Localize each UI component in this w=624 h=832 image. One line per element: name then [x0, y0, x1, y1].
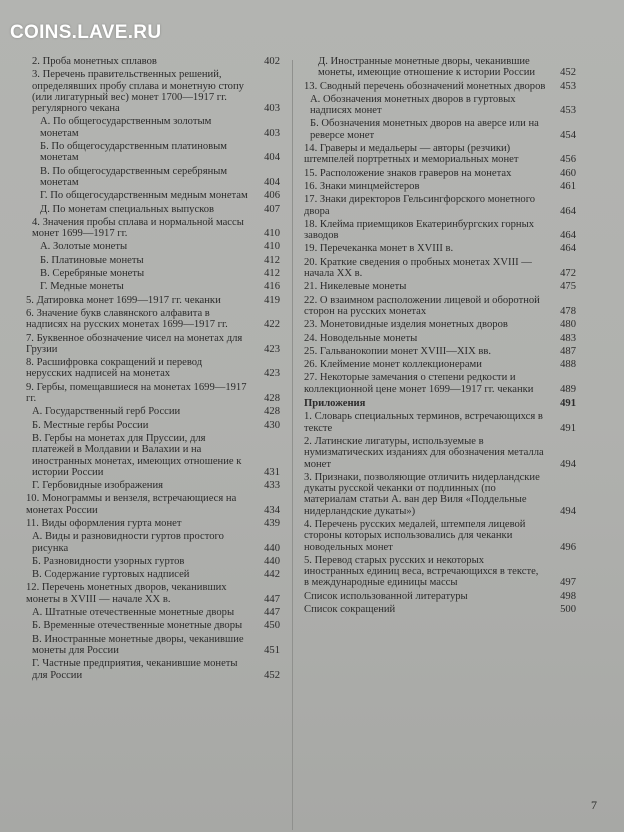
- toc-entry: [304, 94, 576, 117]
- toc-entry-title: 6. Значение букв славянского алфавита в надписях на русских монетах 1699—1917 гг.: [26, 307, 228, 331]
- page-number: 7: [591, 798, 597, 812]
- toc-entry-page: 428: [264, 406, 280, 418]
- toc-entry-page: 406: [264, 190, 280, 202]
- toc-entry-title: 15. Расположение знаков граверов на монетах: [304, 167, 512, 179]
- toc-entry: [304, 281, 576, 292]
- toc-entry-title: В. Серебряные монеты: [40, 268, 145, 280]
- toc-entry-page: 454: [560, 129, 576, 141]
- toc-entry: [304, 372, 576, 395]
- toc-entry-page: 402: [264, 56, 280, 67]
- toc-entry-title: Г. Частные предприятия, чеканившие монеты для России: [32, 658, 238, 681]
- toc-entry-title: А. Виды и разновидности гуртов простого рисунка: [32, 531, 224, 554]
- toc-entry-page: 447: [264, 593, 280, 605]
- toc-entry-page: 494: [560, 458, 576, 470]
- toc-entry-page: 491: [560, 398, 576, 410]
- toc-entry-page: 498: [560, 590, 576, 602]
- toc-entry: [26, 255, 280, 266]
- toc-entry: [26, 217, 280, 240]
- toc-entry-page: 403: [264, 127, 280, 139]
- toc-entry: [304, 555, 576, 589]
- toc-entry: [304, 319, 576, 330]
- toc-entry-page: 453: [560, 80, 576, 92]
- toc-entry-title: Б. По общегосударственным платиновым монетам: [40, 141, 227, 164]
- toc-entry: [26, 518, 280, 529]
- section-heading: [304, 398, 576, 409]
- toc-entry-page: 412: [264, 254, 280, 266]
- toc-entry-page: 447: [264, 607, 280, 619]
- toc-entry-title: Г. Гербовидные изображения: [32, 480, 163, 492]
- toc-entry: [26, 406, 280, 417]
- toc-entry: [26, 493, 280, 516]
- toc-entry-page: 464: [560, 205, 576, 217]
- toc-entry-page: 452: [560, 67, 576, 79]
- toc-entry-title: А. Государственный герб России: [32, 406, 181, 418]
- toc-entry-title: Б. Обозначения монетных дворов на аверсе или на реверсе монет: [310, 118, 539, 141]
- toc-entry-title: 21. Никелевые монеты: [304, 281, 407, 293]
- toc-entry-title: 11. Виды оформления гурта монет: [26, 517, 182, 529]
- toc-entry-title: 17. Знаки директоров Гельсингфорского монетного двора: [304, 194, 536, 217]
- toc-entry: [304, 359, 576, 370]
- toc-entry: [304, 472, 576, 517]
- toc-entry-title: Б. Временные отечественные монетные дворы: [32, 620, 243, 632]
- toc-entry: [304, 333, 576, 344]
- toc-entry-page: 489: [560, 383, 576, 395]
- toc-entry-page: 464: [560, 230, 576, 242]
- toc-entry-page: 440: [264, 542, 280, 554]
- toc-entry: [26, 433, 280, 478]
- toc-entry-title: В. Иностранные монетные дворы, чеканившие монеты для России: [32, 633, 244, 656]
- toc-entry-title: 23. Монетовидные изделия монетных дворов: [304, 319, 508, 331]
- toc-entry-page: 434: [264, 504, 280, 516]
- toc-entry-title: Д. По монетам специальных выпусков: [40, 203, 215, 215]
- toc-entry-title: 27. Некоторые замечания о степени редкости и коллекционной цене монет 1699—1917 гг. чеканки: [304, 372, 534, 395]
- toc-entry: [304, 257, 576, 280]
- toc-entry: [26, 569, 280, 580]
- toc-entry-page: 404: [264, 152, 280, 164]
- toc-entry-title: Д. Иностранные монетные дворы, чеканившие монеты, имеющие отношение к истории России: [318, 56, 536, 79]
- toc-entry-title: 26. Клеймение монет коллекционерами: [304, 359, 482, 371]
- toc-entry-title: Г. Медные монеты: [40, 281, 124, 293]
- toc-entry-title: 7. Буквенное обозначение чисел на монетах для Грузии: [26, 332, 243, 355]
- toc-entry-title: 19. Перечеканка монет в XVIII в.: [304, 243, 454, 255]
- toc-entry: [304, 168, 576, 179]
- toc-entry: [26, 69, 280, 114]
- toc-entry: [304, 243, 576, 254]
- toc-entry: [26, 295, 280, 306]
- toc-entry: [26, 308, 280, 331]
- contents-right-column: [304, 56, 576, 615]
- toc-entry-title: В. Содержание гуртовых надписей: [32, 569, 190, 581]
- toc-entry-title: 25. Гальванокопии монет XVIII—XIX вв.: [304, 345, 492, 357]
- toc-entry-title: 9. Гербы, помещавшиеся на монетах 1699—1917 гг.: [26, 381, 247, 405]
- toc-entry-page: 472: [560, 268, 576, 280]
- toc-entry-page: 439: [264, 517, 280, 529]
- toc-entry-page: 500: [560, 604, 576, 616]
- toc-entry-page: 453: [560, 105, 576, 117]
- toc-entry: [304, 591, 576, 602]
- toc-entry: [304, 219, 576, 242]
- toc-entry: [304, 519, 576, 553]
- toc-entry: [304, 181, 576, 192]
- toc-entry-title: 4. Значения пробы сплава и нормальной массы монет 1699—1917 гг.: [32, 216, 244, 240]
- toc-entry-title: А. Обозначения монетных дворов в гуртовых надписях монет: [310, 93, 516, 117]
- toc-entry-page: 440: [264, 555, 280, 567]
- toc-entry-title: А. Золотые монеты: [40, 241, 128, 253]
- toc-entry: [26, 582, 280, 605]
- toc-entry: [26, 382, 280, 405]
- toc-entry: [304, 194, 576, 217]
- toc-entry-page: 483: [560, 332, 576, 344]
- toc-entry: [304, 295, 576, 318]
- toc-entry-page: 410: [264, 241, 280, 253]
- toc-entry-title: 2. Проба монетных сплавов: [32, 56, 157, 67]
- toc-entry-page: 497: [560, 577, 576, 589]
- toc-entry-page: 456: [560, 154, 576, 166]
- toc-entry: [304, 56, 576, 79]
- toc-entry-page: 494: [560, 505, 576, 517]
- toc-entry: [304, 346, 576, 357]
- toc-entry-title: 12. Перечень монетных дворов, чеканивших монеты в XVIII — начале XX в.: [26, 582, 227, 605]
- toc-entry-page: 478: [560, 305, 576, 317]
- toc-entry-title: 20. Краткие сведения о пробных монетах XVIII — начала XX в.: [304, 256, 532, 280]
- toc-entry-page: 423: [264, 368, 280, 380]
- toc-entry: [26, 166, 280, 189]
- toc-entry: [26, 620, 280, 631]
- toc-entry-page: 464: [560, 243, 576, 255]
- toc-entry: [304, 411, 576, 434]
- toc-entry-title: 13. Сводный перечень обозначений монетных дворов: [304, 80, 546, 92]
- toc-entry: [304, 81, 576, 92]
- toc-entry-title: А. Штатные отечественные монетные дворы: [32, 607, 235, 619]
- toc-entry-title: 5. Перевод старых русских и некоторых иностранных единиц веса, встречающихся в тексте, в международные единицы массы: [304, 554, 539, 589]
- toc-entry: [26, 333, 280, 356]
- toc-entry: [26, 420, 280, 431]
- toc-entry-page: 431: [264, 466, 280, 478]
- toc-entry-page: 422: [264, 319, 280, 331]
- toc-entry-title: В. По общегосударственным серебряным монетам: [40, 165, 228, 188]
- toc-entry-title: 22. О взаимном расположении лицевой и оборотной сторон на русских монетах: [304, 294, 540, 317]
- toc-entry: [304, 143, 576, 166]
- toc-entry: [26, 556, 280, 567]
- toc-entry: [26, 658, 280, 681]
- toc-entry: [304, 118, 576, 141]
- toc-entry-title: 2. Латинские лигатуры, используемые в нумизматических изданиях для обозначения металла монет: [304, 435, 544, 470]
- toc-entry: [26, 141, 280, 164]
- toc-entry-page: 487: [560, 345, 576, 357]
- toc-entry-title: 4. Перечень русских медалей, штемпеля лицевой стороны которых использовались для чеканки новодельных монет: [304, 518, 526, 553]
- toc-entry: [26, 190, 280, 201]
- toc-entry-title: Б. Местные гербы России: [32, 419, 149, 431]
- toc-entry-page: 433: [264, 480, 280, 492]
- toc-entry: [26, 204, 280, 215]
- toc-entry: [304, 604, 576, 615]
- toc-entry-title: 5. Датировка монет 1699—1917 гг. чеканки: [26, 294, 221, 306]
- toc-entry-page: 407: [264, 203, 280, 215]
- toc-entry-page: 442: [264, 569, 280, 581]
- toc-entry-page: 452: [264, 669, 280, 681]
- toc-entry-page: 488: [560, 359, 576, 371]
- toc-entry-page: 461: [560, 180, 576, 192]
- contents-left-column: [26, 56, 280, 681]
- toc-entry: [26, 241, 280, 252]
- toc-entry-title: Приложения: [304, 398, 366, 410]
- toc-entry-title: 3. Признаки, позволяющие отличить нидерландские дукаты русской чеканки от подлинных (по материалам статьи А. ван дер Виля «Поддельные нидерландские дукаты»): [304, 471, 540, 517]
- toc-entry-title: Список использованной литературы: [304, 590, 468, 602]
- toc-entry-title: 3. Перечень правительственных решений, определявших пробу сплава и монетную стопу (или лигатурный вес) монет 1700—1917 гг. регулярного чекана: [32, 69, 244, 115]
- toc-entry-page: 430: [264, 419, 280, 431]
- toc-entry-title: Список сокращений: [304, 604, 396, 616]
- toc-entry-page: 403: [264, 103, 280, 115]
- toc-entry: [304, 436, 576, 470]
- toc-entry-title: Г. По общегосударственным медным монетам: [40, 190, 248, 202]
- toc-entry-title: В. Гербы на монетах для Пруссии, для платежей в Молдавии и Валахии и на иностранных монетах, имеющих отношение к истории России: [32, 432, 242, 478]
- toc-entry-page: 451: [264, 644, 280, 656]
- toc-entry-title: 16. Знаки минцмейстеров: [304, 180, 420, 192]
- toc-entry-page: 496: [560, 541, 576, 553]
- toc-entry-title: 24. Новодельные монеты: [304, 332, 418, 344]
- toc-entry-page: 491: [560, 422, 576, 434]
- toc-entry-title: 8. Расшифровка сокращений и перевод нерусских надписей на монетах: [26, 357, 203, 380]
- toc-entry-title: 18. Клейма приемщиков Екатеринбургских горных заводов: [304, 218, 535, 242]
- toc-entry-title: А. По общегосударственным золотым монетам: [40, 116, 212, 139]
- toc-entry-page: 419: [264, 294, 280, 306]
- toc-entry: [26, 607, 280, 618]
- toc-entry-page: 480: [560, 319, 576, 331]
- toc-entry: [26, 56, 280, 67]
- toc-entry: [26, 281, 280, 292]
- toc-entry-title: 10. Монограммы и вензеля, встречающиеся на монетах России: [26, 493, 237, 516]
- watermark: COINS.LAVE.RU: [10, 22, 162, 43]
- toc-entry-page: 412: [264, 268, 280, 280]
- toc-entry-page: 475: [560, 281, 576, 293]
- toc-entry-page: 423: [264, 343, 280, 355]
- toc-entry: [26, 357, 280, 380]
- toc-entry: [26, 480, 280, 491]
- toc-entry-title: Б. Разновидности узорных гуртов: [32, 555, 185, 567]
- toc-entry-page: 410: [264, 228, 280, 240]
- toc-entry-title: Б. Платиновые монеты: [40, 254, 144, 266]
- toc-entry: [26, 116, 280, 139]
- toc-entry-page: 416: [264, 281, 280, 293]
- toc-entry-title: 14. Граверы и медальеры — авторы (резчики) штемпелей портретных и мемориальных монет: [304, 143, 519, 166]
- toc-entry-page: 450: [264, 620, 280, 632]
- toc-entry-page: 428: [264, 393, 280, 405]
- toc-entry-page: 460: [560, 167, 576, 179]
- column-divider: [292, 60, 293, 830]
- toc-entry-title: 1. Словарь специальных терминов, встречающихся в тексте: [304, 411, 543, 434]
- toc-entry: [26, 531, 280, 554]
- toc-entry: [26, 634, 280, 657]
- toc-entry: [26, 268, 280, 279]
- toc-entry-page: 404: [264, 176, 280, 188]
